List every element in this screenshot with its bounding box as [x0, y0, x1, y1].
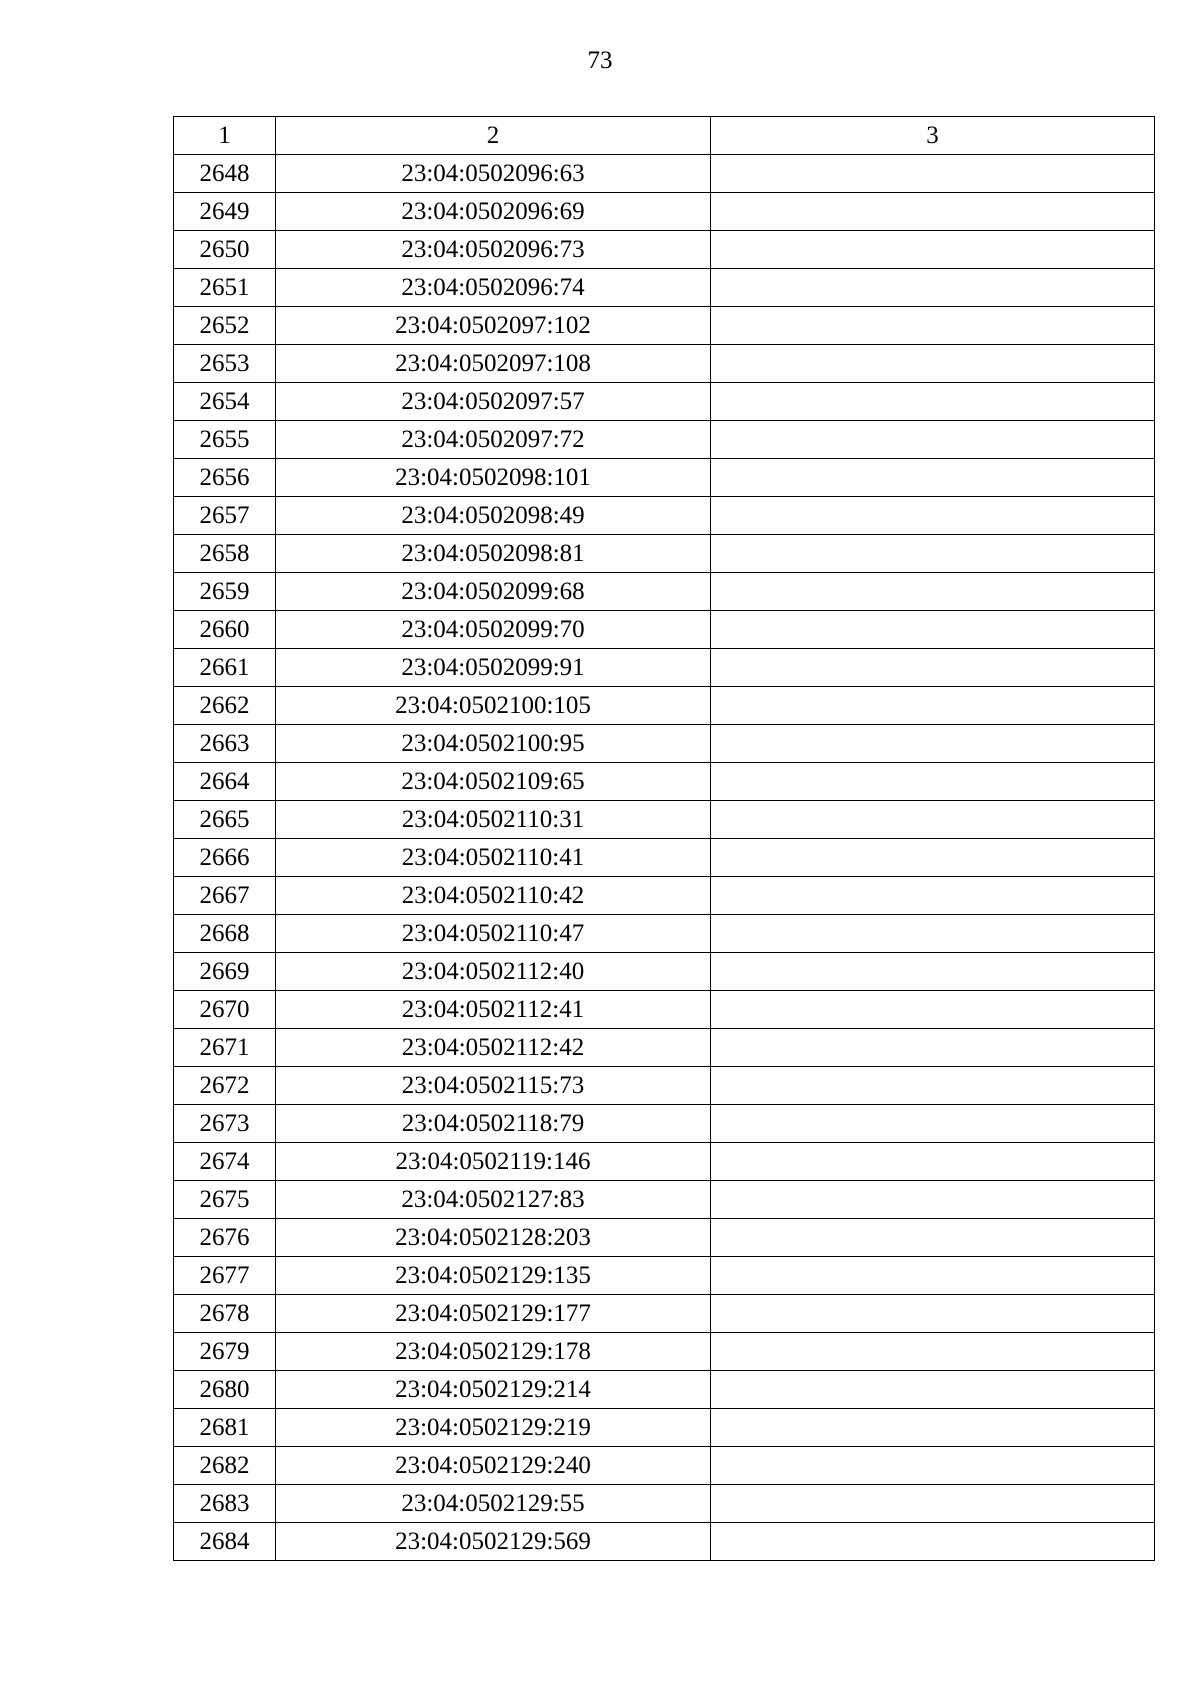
table-row [174, 535, 1155, 573]
row-number-cell: 2680 [174, 1371, 276, 1409]
row-number-cell: 2662 [174, 687, 276, 725]
row-number-cell: 2660 [174, 611, 276, 649]
table-row [174, 1485, 1155, 1523]
cadastral-number-cell: 23:04:0502109:65 [276, 763, 711, 801]
row-number-cell: 2669 [174, 953, 276, 991]
cadastral-number-cell: 23:04:0502127:83 [276, 1181, 711, 1219]
cadastral-number-cell: 23:04:0502118:79 [276, 1105, 711, 1143]
cadastral-number-cell: 23:04:0502112:42 [276, 1029, 711, 1067]
cadastral-table [173, 116, 1155, 1561]
row-number-cell: 2655 [174, 421, 276, 459]
row-number-cell: 2679 [174, 1333, 276, 1371]
cadastral-number-cell: 23:04:0502119:146 [276, 1143, 711, 1181]
table-row [174, 459, 1155, 497]
note-cell [711, 1333, 1155, 1371]
note-cell [711, 1219, 1155, 1257]
row-number-cell: 2658 [174, 535, 276, 573]
table-row [174, 915, 1155, 953]
cadastral-number-cell: 23:04:0502100:95 [276, 725, 711, 763]
page-number: 73 [587, 47, 613, 74]
row-number-cell: 2677 [174, 1257, 276, 1295]
cadastral-number-cell: 23:04:0502096:69 [276, 193, 711, 231]
note-cell [711, 877, 1155, 915]
table-row [174, 1371, 1155, 1409]
cadastral-number-cell: 23:04:0502110:31 [276, 801, 711, 839]
note-cell [711, 1143, 1155, 1181]
note-cell [711, 1447, 1155, 1485]
row-number-cell: 2652 [174, 307, 276, 345]
note-cell [711, 991, 1155, 1029]
note-cell [711, 725, 1155, 763]
table-row [174, 345, 1155, 383]
note-cell [711, 535, 1155, 573]
note-cell [711, 801, 1155, 839]
table-row [174, 573, 1155, 611]
note-cell [711, 307, 1155, 345]
note-cell [711, 763, 1155, 801]
row-number-cell: 2675 [174, 1181, 276, 1219]
table-row [174, 1181, 1155, 1219]
cadastral-number-cell: 23:04:0502098:101 [276, 459, 711, 497]
note-cell [711, 611, 1155, 649]
table-row [174, 1447, 1155, 1485]
row-number-cell: 2664 [174, 763, 276, 801]
cadastral-number-cell: 23:04:0502110:47 [276, 915, 711, 953]
cadastral-number-cell: 23:04:0502110:42 [276, 877, 711, 915]
row-number-cell: 2659 [174, 573, 276, 611]
cadastral-number-cell: 23:04:0502128:203 [276, 1219, 711, 1257]
row-number-cell: 2674 [174, 1143, 276, 1181]
row-number-cell: 2649 [174, 193, 276, 231]
table-row [174, 155, 1155, 193]
cadastral-number-cell: 23:04:0502097:102 [276, 307, 711, 345]
row-number-cell: 2684 [174, 1523, 276, 1561]
table-row [174, 801, 1155, 839]
table-body [174, 155, 1155, 1561]
note-cell [711, 345, 1155, 383]
table-row [174, 1409, 1155, 1447]
table-row [174, 1143, 1155, 1181]
cadastral-number-cell: 23:04:0502110:41 [276, 839, 711, 877]
table-row [174, 231, 1155, 269]
row-number-cell: 2668 [174, 915, 276, 953]
cadastral-number-cell: 23:04:0502129:214 [276, 1371, 711, 1409]
row-number-cell: 2661 [174, 649, 276, 687]
row-number-cell: 2683 [174, 1485, 276, 1523]
row-number-cell: 2671 [174, 1029, 276, 1067]
row-number-cell: 2666 [174, 839, 276, 877]
cadastral-number-cell: 23:04:0502096:74 [276, 269, 711, 307]
row-number-cell: 2651 [174, 269, 276, 307]
row-number-cell: 2682 [174, 1447, 276, 1485]
row-number-cell: 2670 [174, 991, 276, 1029]
table-row [174, 1523, 1155, 1561]
header-row [174, 117, 1155, 155]
table-row [174, 421, 1155, 459]
table-row [174, 611, 1155, 649]
note-cell [711, 421, 1155, 459]
table-row [174, 193, 1155, 231]
table-row [174, 687, 1155, 725]
row-number-cell: 2663 [174, 725, 276, 763]
table-row [174, 497, 1155, 535]
note-cell [711, 269, 1155, 307]
cadastral-number-cell: 23:04:0502096:73 [276, 231, 711, 269]
row-number-cell: 2650 [174, 231, 276, 269]
row-number-cell: 2681 [174, 1409, 276, 1447]
cadastral-number-cell: 23:04:0502096:63 [276, 155, 711, 193]
table-row [174, 1105, 1155, 1143]
note-cell [711, 1181, 1155, 1219]
cadastral-number-cell: 23:04:0502097:72 [276, 421, 711, 459]
table-row [174, 1333, 1155, 1371]
row-number-cell: 2665 [174, 801, 276, 839]
row-number-cell: 2678 [174, 1295, 276, 1333]
cadastral-number-cell: 23:04:0502115:73 [276, 1067, 711, 1105]
note-cell [711, 573, 1155, 611]
note-cell [711, 497, 1155, 535]
row-number-cell: 2657 [174, 497, 276, 535]
note-cell [711, 953, 1155, 991]
note-cell [711, 1029, 1155, 1067]
column-header-1: 1 [174, 117, 276, 155]
table-row [174, 839, 1155, 877]
note-cell [711, 155, 1155, 193]
cadastral-number-cell: 23:04:0502129:178 [276, 1333, 711, 1371]
table-row [174, 1219, 1155, 1257]
row-number-cell: 2656 [174, 459, 276, 497]
cadastral-number-cell: 23:04:0502100:105 [276, 687, 711, 725]
cadastral-number-cell: 23:04:0502112:40 [276, 953, 711, 991]
row-number-cell: 2676 [174, 1219, 276, 1257]
cadastral-number-cell: 23:04:0502112:41 [276, 991, 711, 1029]
note-cell [711, 1295, 1155, 1333]
note-cell [711, 687, 1155, 725]
cadastral-number-cell: 23:04:0502129:569 [276, 1523, 711, 1561]
table-row [174, 1029, 1155, 1067]
cadastral-number-cell: 23:04:0502099:68 [276, 573, 711, 611]
note-cell [711, 915, 1155, 953]
note-cell [711, 1485, 1155, 1523]
cadastral-number-cell: 23:04:0502129:55 [276, 1485, 711, 1523]
table-row [174, 1067, 1155, 1105]
note-cell [711, 459, 1155, 497]
row-number-cell: 2648 [174, 155, 276, 193]
row-number-cell: 2672 [174, 1067, 276, 1105]
note-cell [711, 1371, 1155, 1409]
cadastral-number-cell: 23:04:0502099:91 [276, 649, 711, 687]
row-number-cell: 2653 [174, 345, 276, 383]
note-cell [711, 383, 1155, 421]
row-number-cell: 2673 [174, 1105, 276, 1143]
cadastral-number-cell: 23:04:0502098:81 [276, 535, 711, 573]
row-number-cell: 2667 [174, 877, 276, 915]
table-row [174, 991, 1155, 1029]
cadastral-number-cell: 23:04:0502129:135 [276, 1257, 711, 1295]
table-row [174, 649, 1155, 687]
note-cell [711, 1257, 1155, 1295]
cadastral-number-cell: 23:04:0502098:49 [276, 497, 711, 535]
table-row [174, 953, 1155, 991]
table-row [174, 1257, 1155, 1295]
note-cell [711, 839, 1155, 877]
note-cell [711, 1105, 1155, 1143]
note-cell [711, 231, 1155, 269]
table-row [174, 763, 1155, 801]
cadastral-number-cell: 23:04:0502099:70 [276, 611, 711, 649]
table-row [174, 725, 1155, 763]
note-cell [711, 1409, 1155, 1447]
table-row [174, 307, 1155, 345]
cadastral-number-cell: 23:04:0502129:219 [276, 1409, 711, 1447]
column-header-2: 2 [276, 117, 711, 155]
table-header [174, 117, 1155, 155]
note-cell [711, 1067, 1155, 1105]
cadastral-number-cell: 23:04:0502129:177 [276, 1295, 711, 1333]
table-row [174, 1295, 1155, 1333]
note-cell [711, 649, 1155, 687]
table-row [174, 269, 1155, 307]
table-row [174, 383, 1155, 421]
row-number-cell: 2654 [174, 383, 276, 421]
cadastral-number-cell: 23:04:0502097:108 [276, 345, 711, 383]
table-row [174, 877, 1155, 915]
note-cell [711, 193, 1155, 231]
cadastral-number-cell: 23:04:0502129:240 [276, 1447, 711, 1485]
note-cell [711, 1523, 1155, 1561]
cadastral-number-cell: 23:04:0502097:57 [276, 383, 711, 421]
column-header-3: 3 [711, 117, 1155, 155]
